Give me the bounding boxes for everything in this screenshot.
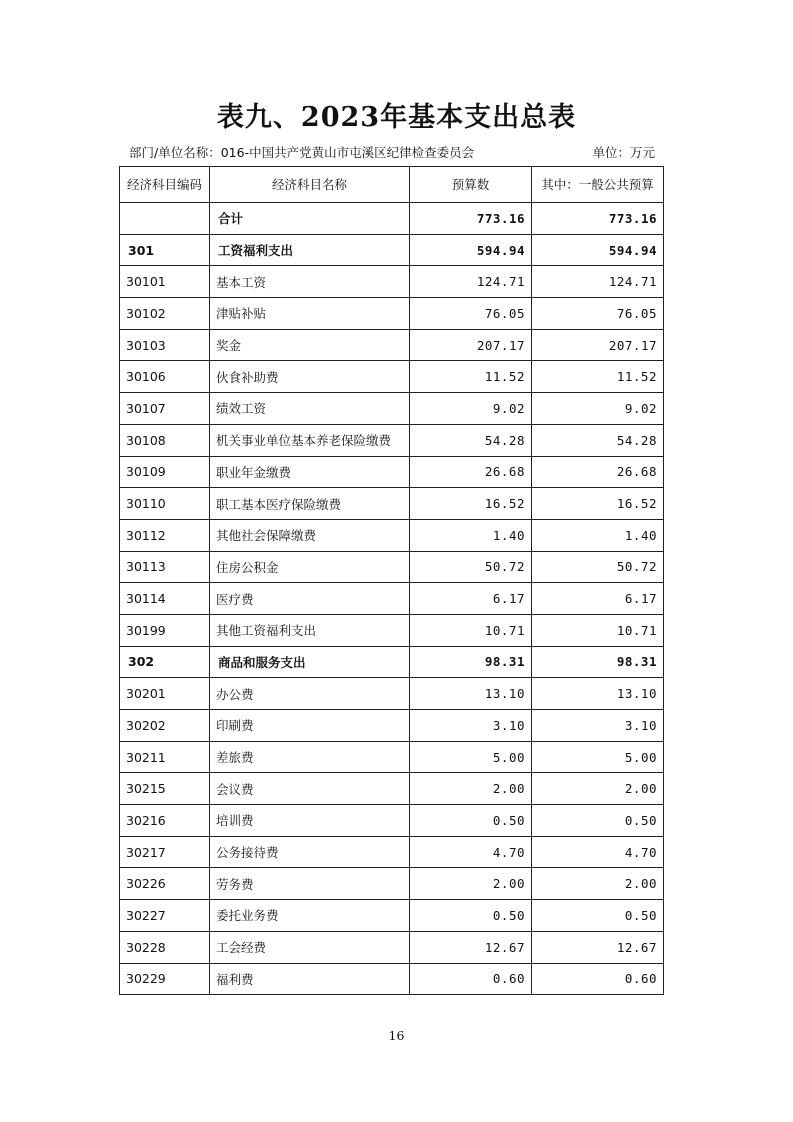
- table-header-row: [120, 167, 664, 203]
- row-code: 30109: [120, 456, 210, 488]
- table-row: [120, 329, 664, 361]
- row-budget: 26.68: [410, 456, 532, 488]
- row-general: 594.94: [532, 234, 664, 266]
- row-budget: 207.17: [410, 329, 532, 361]
- row-code: 301: [120, 234, 210, 266]
- table-row: [120, 836, 664, 868]
- row-general: 13.10: [532, 678, 664, 710]
- row-budget: 0.50: [410, 900, 532, 932]
- row-code: 30201: [120, 678, 210, 710]
- row-name: 绩效工资: [210, 393, 410, 425]
- table-row: [120, 234, 664, 266]
- row-budget: 54.28: [410, 424, 532, 456]
- row-general: 2.00: [532, 773, 664, 805]
- page-title: 表九、2023年基本支出总表: [216, 102, 577, 133]
- row-name: 基本工资: [210, 266, 410, 298]
- row-name: 医疗费: [210, 583, 410, 615]
- row-general: 10.71: [532, 614, 664, 646]
- row-budget: 1.40: [410, 519, 532, 551]
- row-general: 76.05: [532, 298, 664, 330]
- table-meta: [119, 143, 659, 163]
- row-name: 会议费: [210, 773, 410, 805]
- row-general: 124.71: [532, 266, 664, 298]
- row-code: 30217: [120, 836, 210, 868]
- row-budget: 3.10: [410, 710, 532, 742]
- row-name: 其他社会保障缴费: [210, 519, 410, 551]
- row-code: 30113: [120, 551, 210, 583]
- header-budget: 预算数: [410, 167, 532, 203]
- row-budget: 13.10: [410, 678, 532, 710]
- row-code: 30216: [120, 805, 210, 837]
- row-code: 30114: [120, 583, 210, 615]
- row-code: 302: [120, 646, 210, 678]
- row-budget: 11.52: [410, 361, 532, 393]
- table-row: [120, 393, 664, 425]
- row-code: 30211: [120, 741, 210, 773]
- row-code: 30110: [120, 488, 210, 520]
- row-name: 机关事业单位基本养老保险缴费: [210, 424, 410, 456]
- row-general: 0.50: [532, 900, 664, 932]
- row-budget: 594.94: [410, 234, 532, 266]
- row-general: 11.52: [532, 361, 664, 393]
- row-budget: 9.02: [410, 393, 532, 425]
- row-general: 1.40: [532, 519, 664, 551]
- row-budget: 2.00: [410, 773, 532, 805]
- row-budget: 6.17: [410, 583, 532, 615]
- table-row: [120, 900, 664, 932]
- row-name: 职工基本医疗保险缴费: [210, 488, 410, 520]
- row-code: 30215: [120, 773, 210, 805]
- table-row: [120, 298, 664, 330]
- row-name: 办公费: [210, 678, 410, 710]
- table-row: [120, 710, 664, 742]
- row-name: 培训费: [210, 805, 410, 837]
- row-general: 4.70: [532, 836, 664, 868]
- row-budget: 12.67: [410, 931, 532, 963]
- table-row: [120, 551, 664, 583]
- row-general: 2.00: [532, 868, 664, 900]
- row-budget: 5.00: [410, 741, 532, 773]
- row-name: 商品和服务支出: [210, 646, 410, 678]
- row-budget: 50.72: [410, 551, 532, 583]
- row-name: 工资福利支出: [210, 234, 410, 266]
- row-general: 0.50: [532, 805, 664, 837]
- row-code: 30202: [120, 710, 210, 742]
- row-code: 30199: [120, 614, 210, 646]
- table-row: [120, 583, 664, 615]
- row-name: 合计: [210, 203, 410, 235]
- row-general: 16.52: [532, 488, 664, 520]
- row-name: 工会经费: [210, 931, 410, 963]
- row-general: 54.28: [532, 424, 664, 456]
- row-code: 30229: [120, 963, 210, 995]
- row-name: 住房公积金: [210, 551, 410, 583]
- row-name: 津贴补贴: [210, 298, 410, 330]
- row-budget: 76.05: [410, 298, 532, 330]
- row-budget: 98.31: [410, 646, 532, 678]
- table-row: [120, 678, 664, 710]
- row-general: 26.68: [532, 456, 664, 488]
- row-code: 30108: [120, 424, 210, 456]
- row-code: [120, 203, 210, 235]
- department-label: 部门/单位名称：016-中国共产党黄山市屯溪区纪律检查委员会: [129, 145, 475, 160]
- row-name: 劳务费: [210, 868, 410, 900]
- header-name: 经济科目名称: [210, 167, 410, 203]
- table-row: [120, 488, 664, 520]
- row-name: 福利费: [210, 963, 410, 995]
- row-general: 12.67: [532, 931, 664, 963]
- row-code: 30228: [120, 931, 210, 963]
- row-general: 0.60: [532, 963, 664, 995]
- row-code: 30107: [120, 393, 210, 425]
- row-name: 奖金: [210, 329, 410, 361]
- budget-table: [119, 166, 664, 995]
- table-row: [120, 519, 664, 551]
- row-general: 98.31: [532, 646, 664, 678]
- row-name: 职业年金缴费: [210, 456, 410, 488]
- row-code: 30112: [120, 519, 210, 551]
- row-budget: 16.52: [410, 488, 532, 520]
- table-row: [120, 773, 664, 805]
- row-general: 6.17: [532, 583, 664, 615]
- row-name: 伙食补助费: [210, 361, 410, 393]
- row-code: 30102: [120, 298, 210, 330]
- row-budget: 10.71: [410, 614, 532, 646]
- header-general: 其中：一般公共预算: [532, 167, 664, 203]
- row-name: 公务接待费: [210, 836, 410, 868]
- row-budget: 773.16: [410, 203, 532, 235]
- row-budget: 4.70: [410, 836, 532, 868]
- table-body: [120, 203, 664, 995]
- row-budget: 2.00: [410, 868, 532, 900]
- row-code: 30227: [120, 900, 210, 932]
- row-general: 3.10: [532, 710, 664, 742]
- row-general: 9.02: [532, 393, 664, 425]
- table-row: [120, 361, 664, 393]
- row-general: 5.00: [532, 741, 664, 773]
- table-row: [120, 456, 664, 488]
- table-row: [120, 266, 664, 298]
- table-row: [120, 646, 664, 678]
- table-row: [120, 868, 664, 900]
- row-name: 印刷费: [210, 710, 410, 742]
- row-code: 30106: [120, 361, 210, 393]
- row-code: 30101: [120, 266, 210, 298]
- row-code: 30226: [120, 868, 210, 900]
- row-name: 委托业务费: [210, 900, 410, 932]
- table-row: [120, 931, 664, 963]
- row-budget: 0.60: [410, 963, 532, 995]
- row-general: 50.72: [532, 551, 664, 583]
- row-code: 30103: [120, 329, 210, 361]
- row-budget: 124.71: [410, 266, 532, 298]
- table-row: [120, 805, 664, 837]
- table-row: [120, 203, 664, 235]
- row-budget: 0.50: [410, 805, 532, 837]
- table-row: [120, 741, 664, 773]
- row-name: 差旅费: [210, 741, 410, 773]
- table-row: [120, 963, 664, 995]
- unit-label: 单位：万元: [592, 145, 655, 160]
- table-row: [120, 424, 664, 456]
- header-code: 经济科目编码: [120, 167, 210, 203]
- page-number: 16: [388, 1028, 405, 1043]
- row-general: 773.16: [532, 203, 664, 235]
- row-general: 207.17: [532, 329, 664, 361]
- table-row: [120, 614, 664, 646]
- row-name: 其他工资福利支出: [210, 614, 410, 646]
